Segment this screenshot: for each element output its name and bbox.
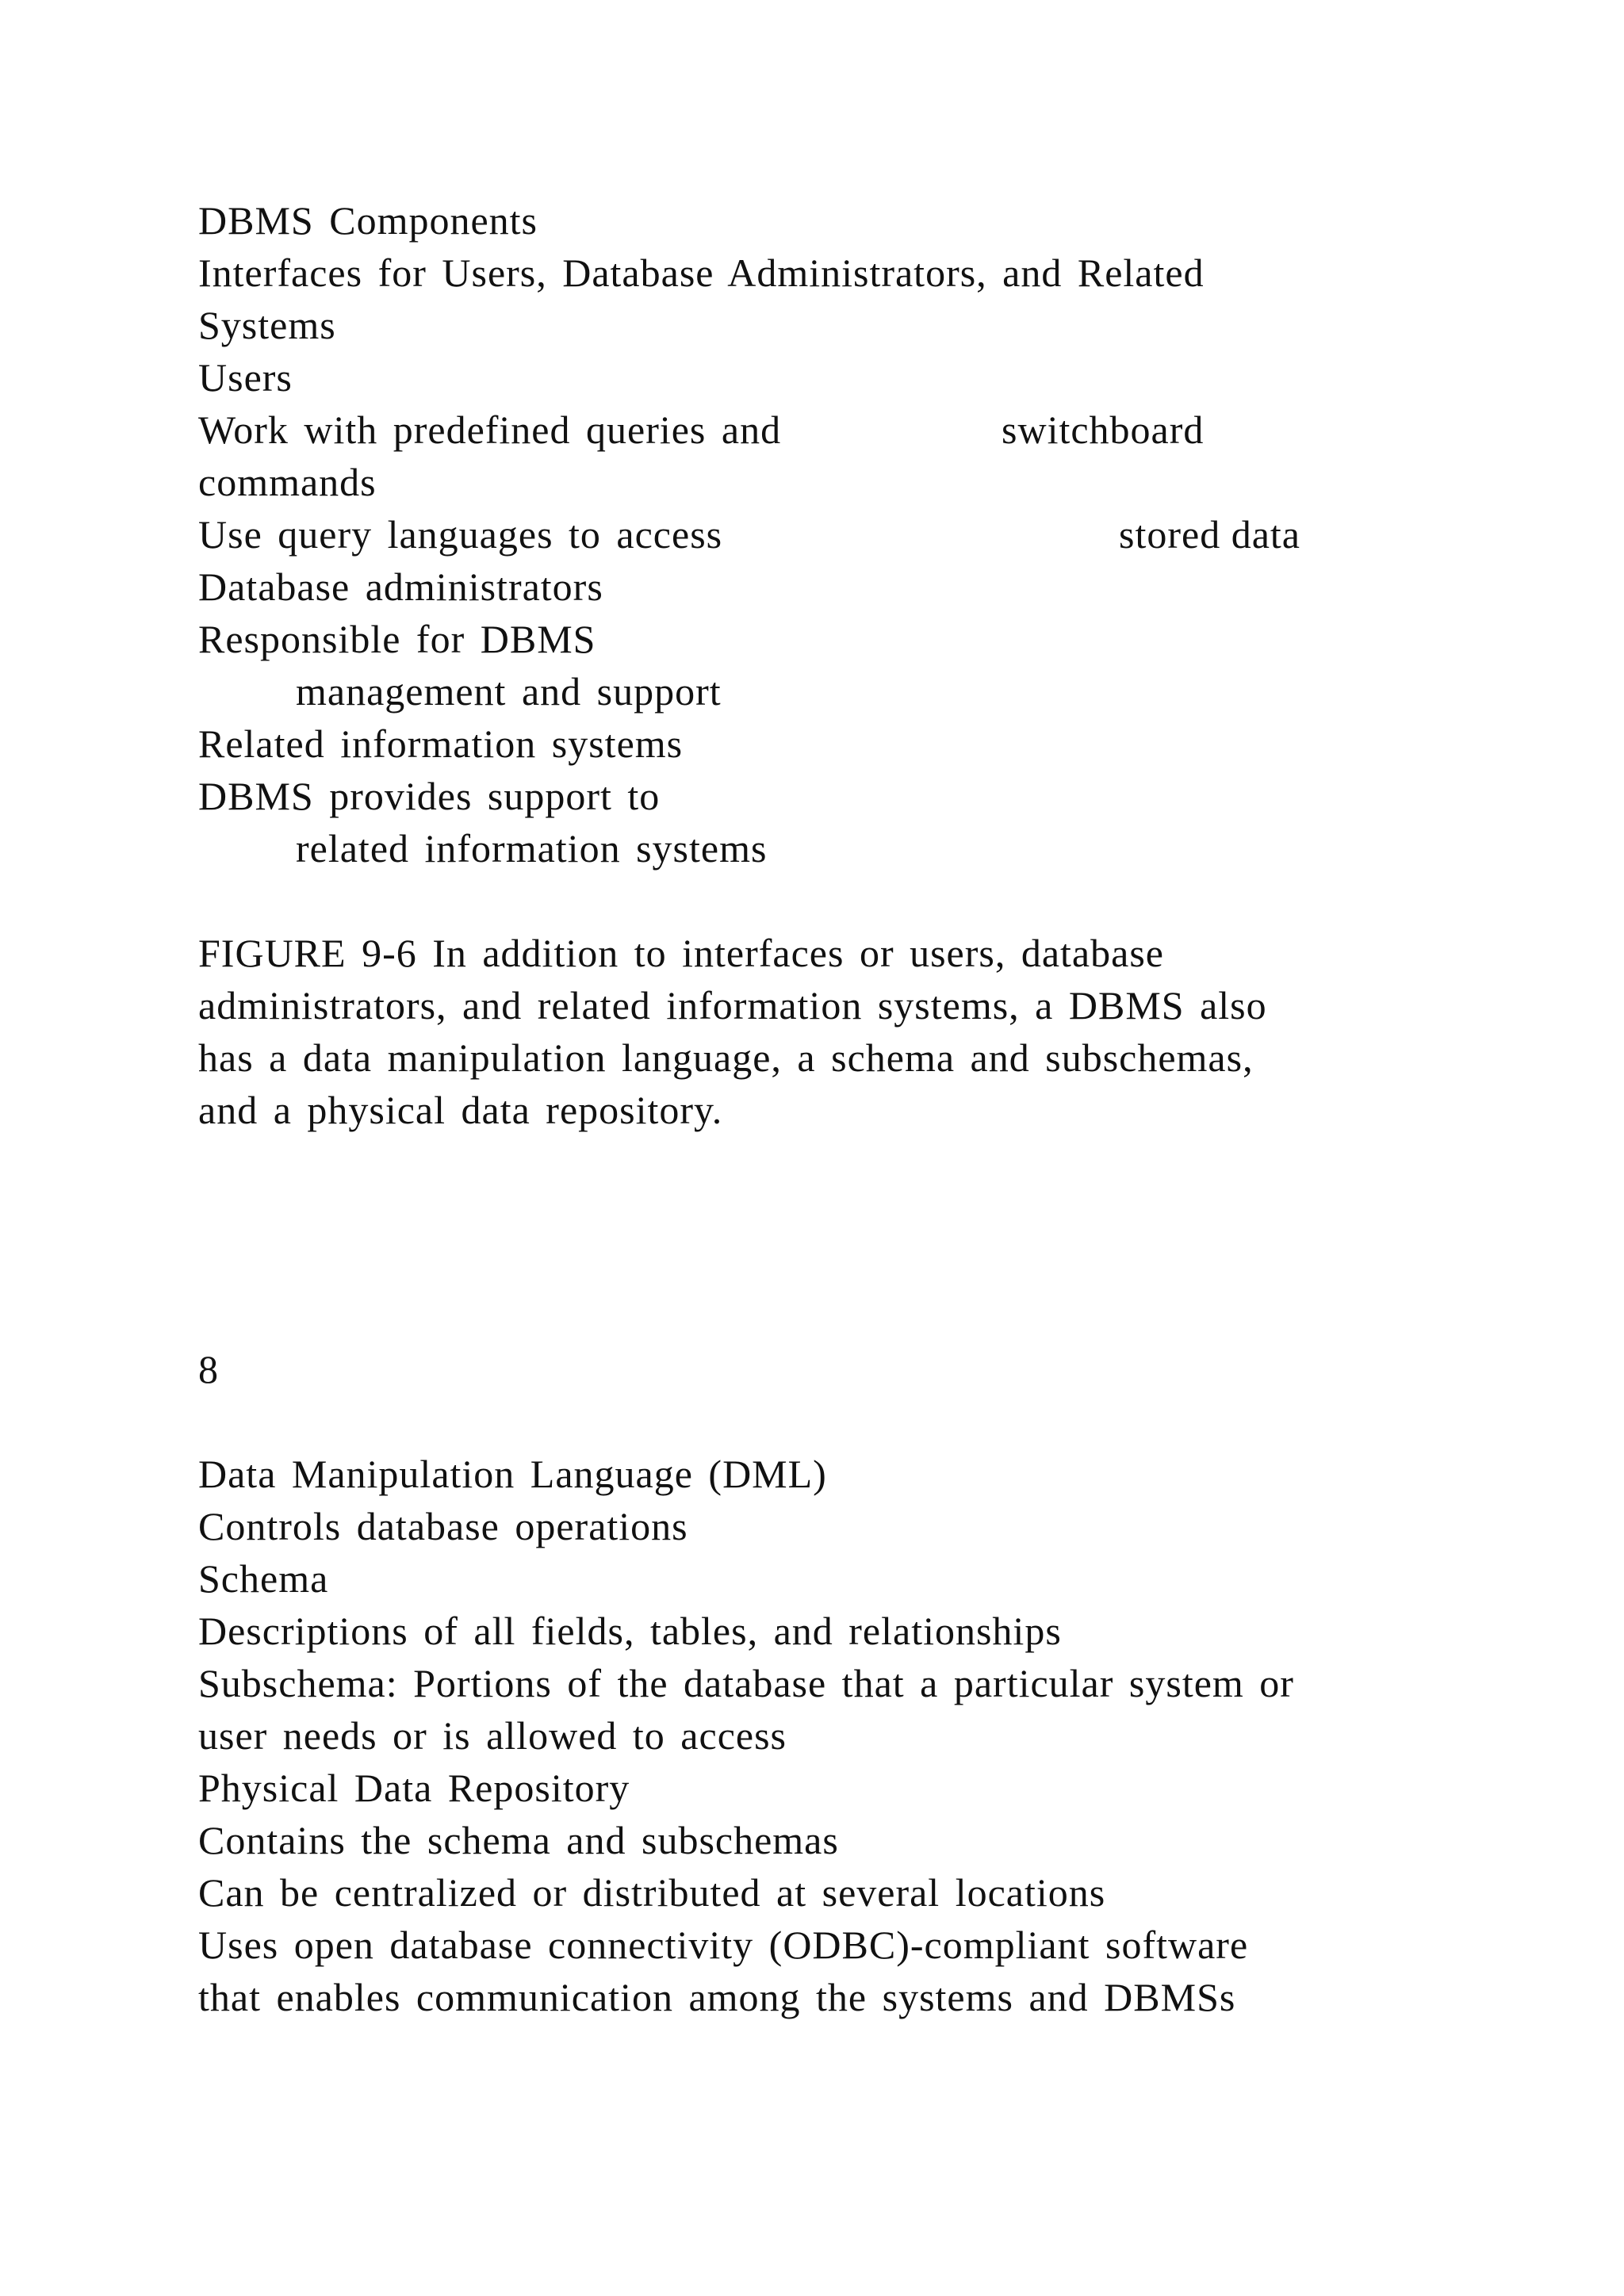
centralized-text: Can be centralized or distributed at several locations [198,1870,1106,1915]
figure-caption-line-4: and a physical data repository. [198,1088,723,1132]
management-text: management and support [296,669,722,714]
dba-heading: Database administrators [198,564,603,609]
controls-text: Controls database operations [198,1504,688,1548]
interfaces-heading-line-2: Systems [198,303,336,347]
subschema-line-1: Subschema: Portions of the database that a particular system or [198,1661,1294,1705]
section-title: DBMS Components [198,198,538,243]
switchboard-text: switchboard [1002,408,1205,452]
schema-heading: Schema [198,1556,329,1601]
query-languages-text: Use query languages to access [198,512,723,557]
responsible-text: Responsible for DBMS [198,617,596,661]
figure-caption-line-1: FIGURE 9-6 In addition to interfaces or users, database [198,931,1164,975]
descriptions-text: Descriptions of all fields, tables, and relationships [198,1609,1062,1653]
provides-support-text: DBMS provides support to [198,774,661,818]
work-with-queries-text: Work with predefined queries and [198,408,782,452]
stored-data-text: stored data [1119,512,1300,557]
repository-heading: Physical Data Repository [198,1766,630,1810]
odbc-line-1: Uses open database connectivity (ODBC)-compliant software [198,1923,1249,1967]
contains-text: Contains the schema and subschemas [198,1818,839,1862]
related-systems-text: related information systems [296,826,768,871]
interfaces-heading-line-1: Interfaces for Users, Database Administrators, and Related [198,251,1205,295]
figure-caption-line-3: has a data manipulation language, a schema and subschemas, [198,1035,1254,1080]
page-number: 8 [198,1347,219,1391]
figure-caption-line-2: administrators, and related information systems, a DBMS also [198,983,1267,1027]
subschema-line-2: user needs or is allowed to access [198,1713,787,1758]
dml-heading: Data Manipulation Language (DML) [198,1452,827,1496]
related-systems-heading: Related information systems [198,721,684,766]
users-heading: Users [198,355,293,400]
commands-text: commands [198,460,377,504]
odbc-line-2: that enables communication among the systems and DBMSs [198,1975,1236,2019]
